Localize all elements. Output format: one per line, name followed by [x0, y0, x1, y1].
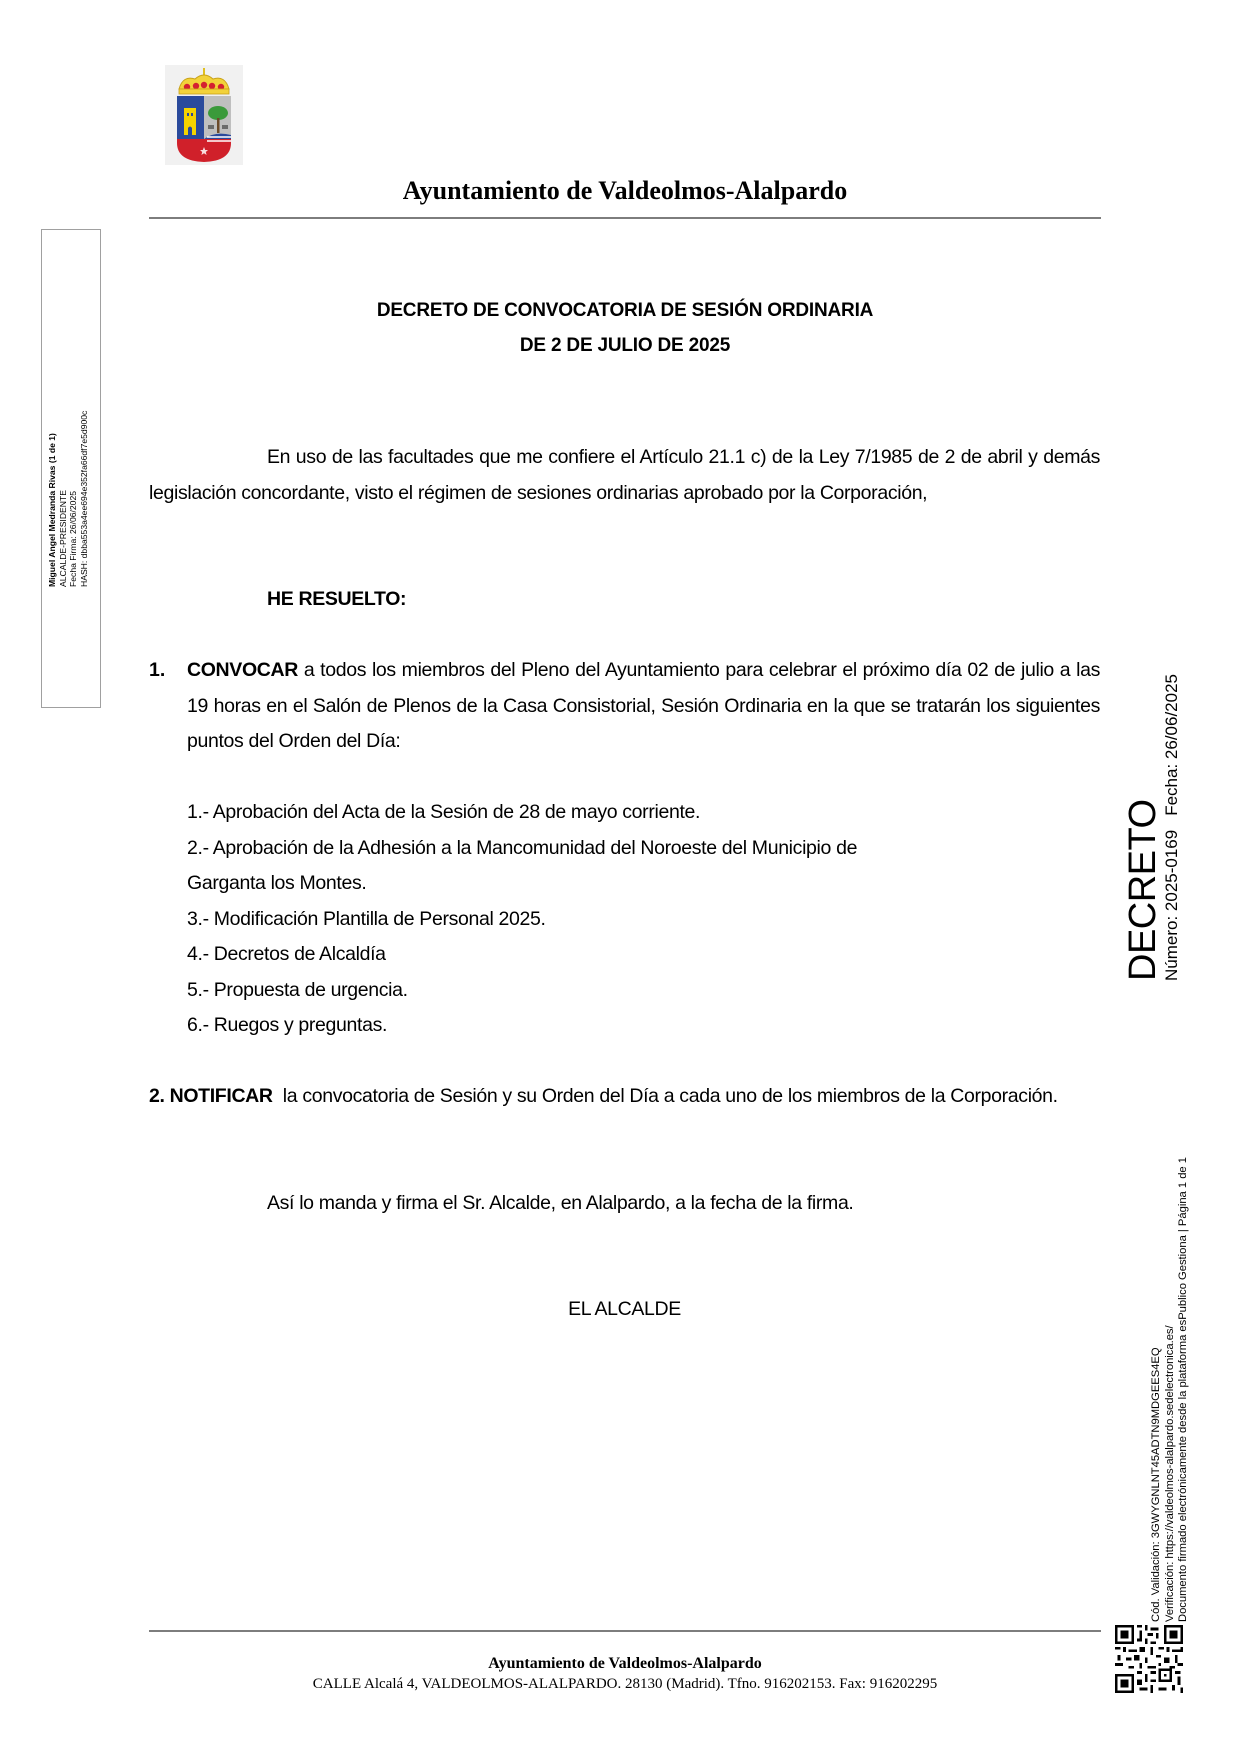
agenda-item: 2.- Aprobación de la Adhesión a la Mancomunidad del Noroeste del Municipio de: [187, 836, 858, 859]
agenda-item: 1.- Aprobación del Acta de la Sesión de 28 de mayo corriente.: [187, 801, 701, 823]
footer-address: CALLE Alcalá 4, VALDEOLMOS-ALALPARDO. 28130 (Madrid). Tfno. 916202153. Fax: 916202295: [312, 1676, 938, 1692]
decree-title-line2: DE 2 DE JULIO DE 2025: [519, 335, 731, 356]
point1-paragraph: [187, 653, 1100, 760]
closing-sentence: Así lo manda y firma el Sr. Alcalde, en Alalpardo, a la fecha de la firma.: [267, 1192, 854, 1214]
footer-title: Ayuntamiento de Valdeolmos-Alalpardo: [488, 1655, 762, 1672]
signature-date: Fecha Firma: 26/06/2025: [68, 490, 78, 587]
point2-paragraph: [149, 1079, 1100, 1115]
qr-code: [1115, 1625, 1183, 1693]
signature-hash: HASH: dbba553a4ee694e352fa66df7e5d900c: [78, 410, 89, 587]
coat-of-arms-logo: [165, 65, 243, 165]
validation-code: Cód. Validación: 3GWYGNLNT45ADTN9MDGEES4EQ: [1150, 1347, 1162, 1622]
signer-role: ALCALDE-PRESIDENTE: [57, 490, 68, 587]
stamp-number: Número: 2025-0169: [1162, 829, 1181, 981]
agenda-item: 4.- Decretos de Alcaldía: [187, 943, 386, 965]
agenda-item: 5.- Propuesta de urgencia.: [187, 978, 408, 1001]
platform-note: Documento firmado electrónicamente desde la plataforma esPublico Gestiona | Página 1 de 1: [1177, 1157, 1189, 1622]
header-rule: [149, 217, 1101, 219]
stamp-decree-label: DECRETO: [1122, 799, 1164, 981]
stamp-date: Fecha: 26/06/2025: [1162, 674, 1181, 816]
validation-info: [1150, 1157, 1191, 1622]
agenda-list: [187, 795, 1100, 1044]
header-title: Ayuntamiento de Valdeolmos-Alalpardo: [402, 176, 848, 205]
resolved-heading: HE RESUELTO:: [267, 588, 407, 610]
decree-title-line1: DECRETO DE CONVOCATORIA DE SESIÓN ORDINARIA: [376, 300, 874, 321]
stamp-number-date: [1162, 674, 1182, 981]
signature-info: [47, 411, 89, 587]
point1-text: a todos los miembros del Pleno del Ayuntamiento para celebrar el próximo día 02 de julio a las 19 horas en el Salón de Plenos de la Casa Consistorial, Sesión Ordinaria en la que se tratarán los siguientes puntos del Orden del Día:: [187, 659, 1100, 752]
footer-rule: [149, 1630, 1101, 1632]
agenda-item: Garganta los Montes.: [187, 872, 367, 894]
point2-text: la convocatoria de Sesión y su Orden del Día a cada uno de los miembros de la Corporación.: [272, 1085, 1058, 1107]
signer-name: Miguel Angel Medranda Rivas (1 de 1): [47, 433, 57, 587]
point1-keyword: CONVOCAR: [187, 659, 298, 681]
signer-label: EL ALCALDE: [568, 1298, 681, 1320]
agenda-item: 6.- Ruegos y preguntas.: [187, 1014, 388, 1036]
verification-url[interactable]: Verificación: https://valdeolmos-alalpardo.sedelectronica.es/: [1163, 1325, 1176, 1622]
point1-number: 1.: [149, 659, 166, 681]
coat-of-arms-icon: [165, 65, 243, 165]
point2-keyword: 2. NOTIFICAR: [149, 1085, 273, 1107]
agenda-item: 3.- Modificación Plantilla de Personal 2025.: [187, 907, 546, 930]
intro-paragraph: En uso de las facultades que me confiere el Artículo 21.1 c) de la Ley 7/1985 de 2 de abril y demás legislación concordante, visto el régimen de sesiones ordinarias aprobado por la Corporación,: [149, 446, 1100, 504]
qr-code-icon: [1115, 1625, 1183, 1693]
